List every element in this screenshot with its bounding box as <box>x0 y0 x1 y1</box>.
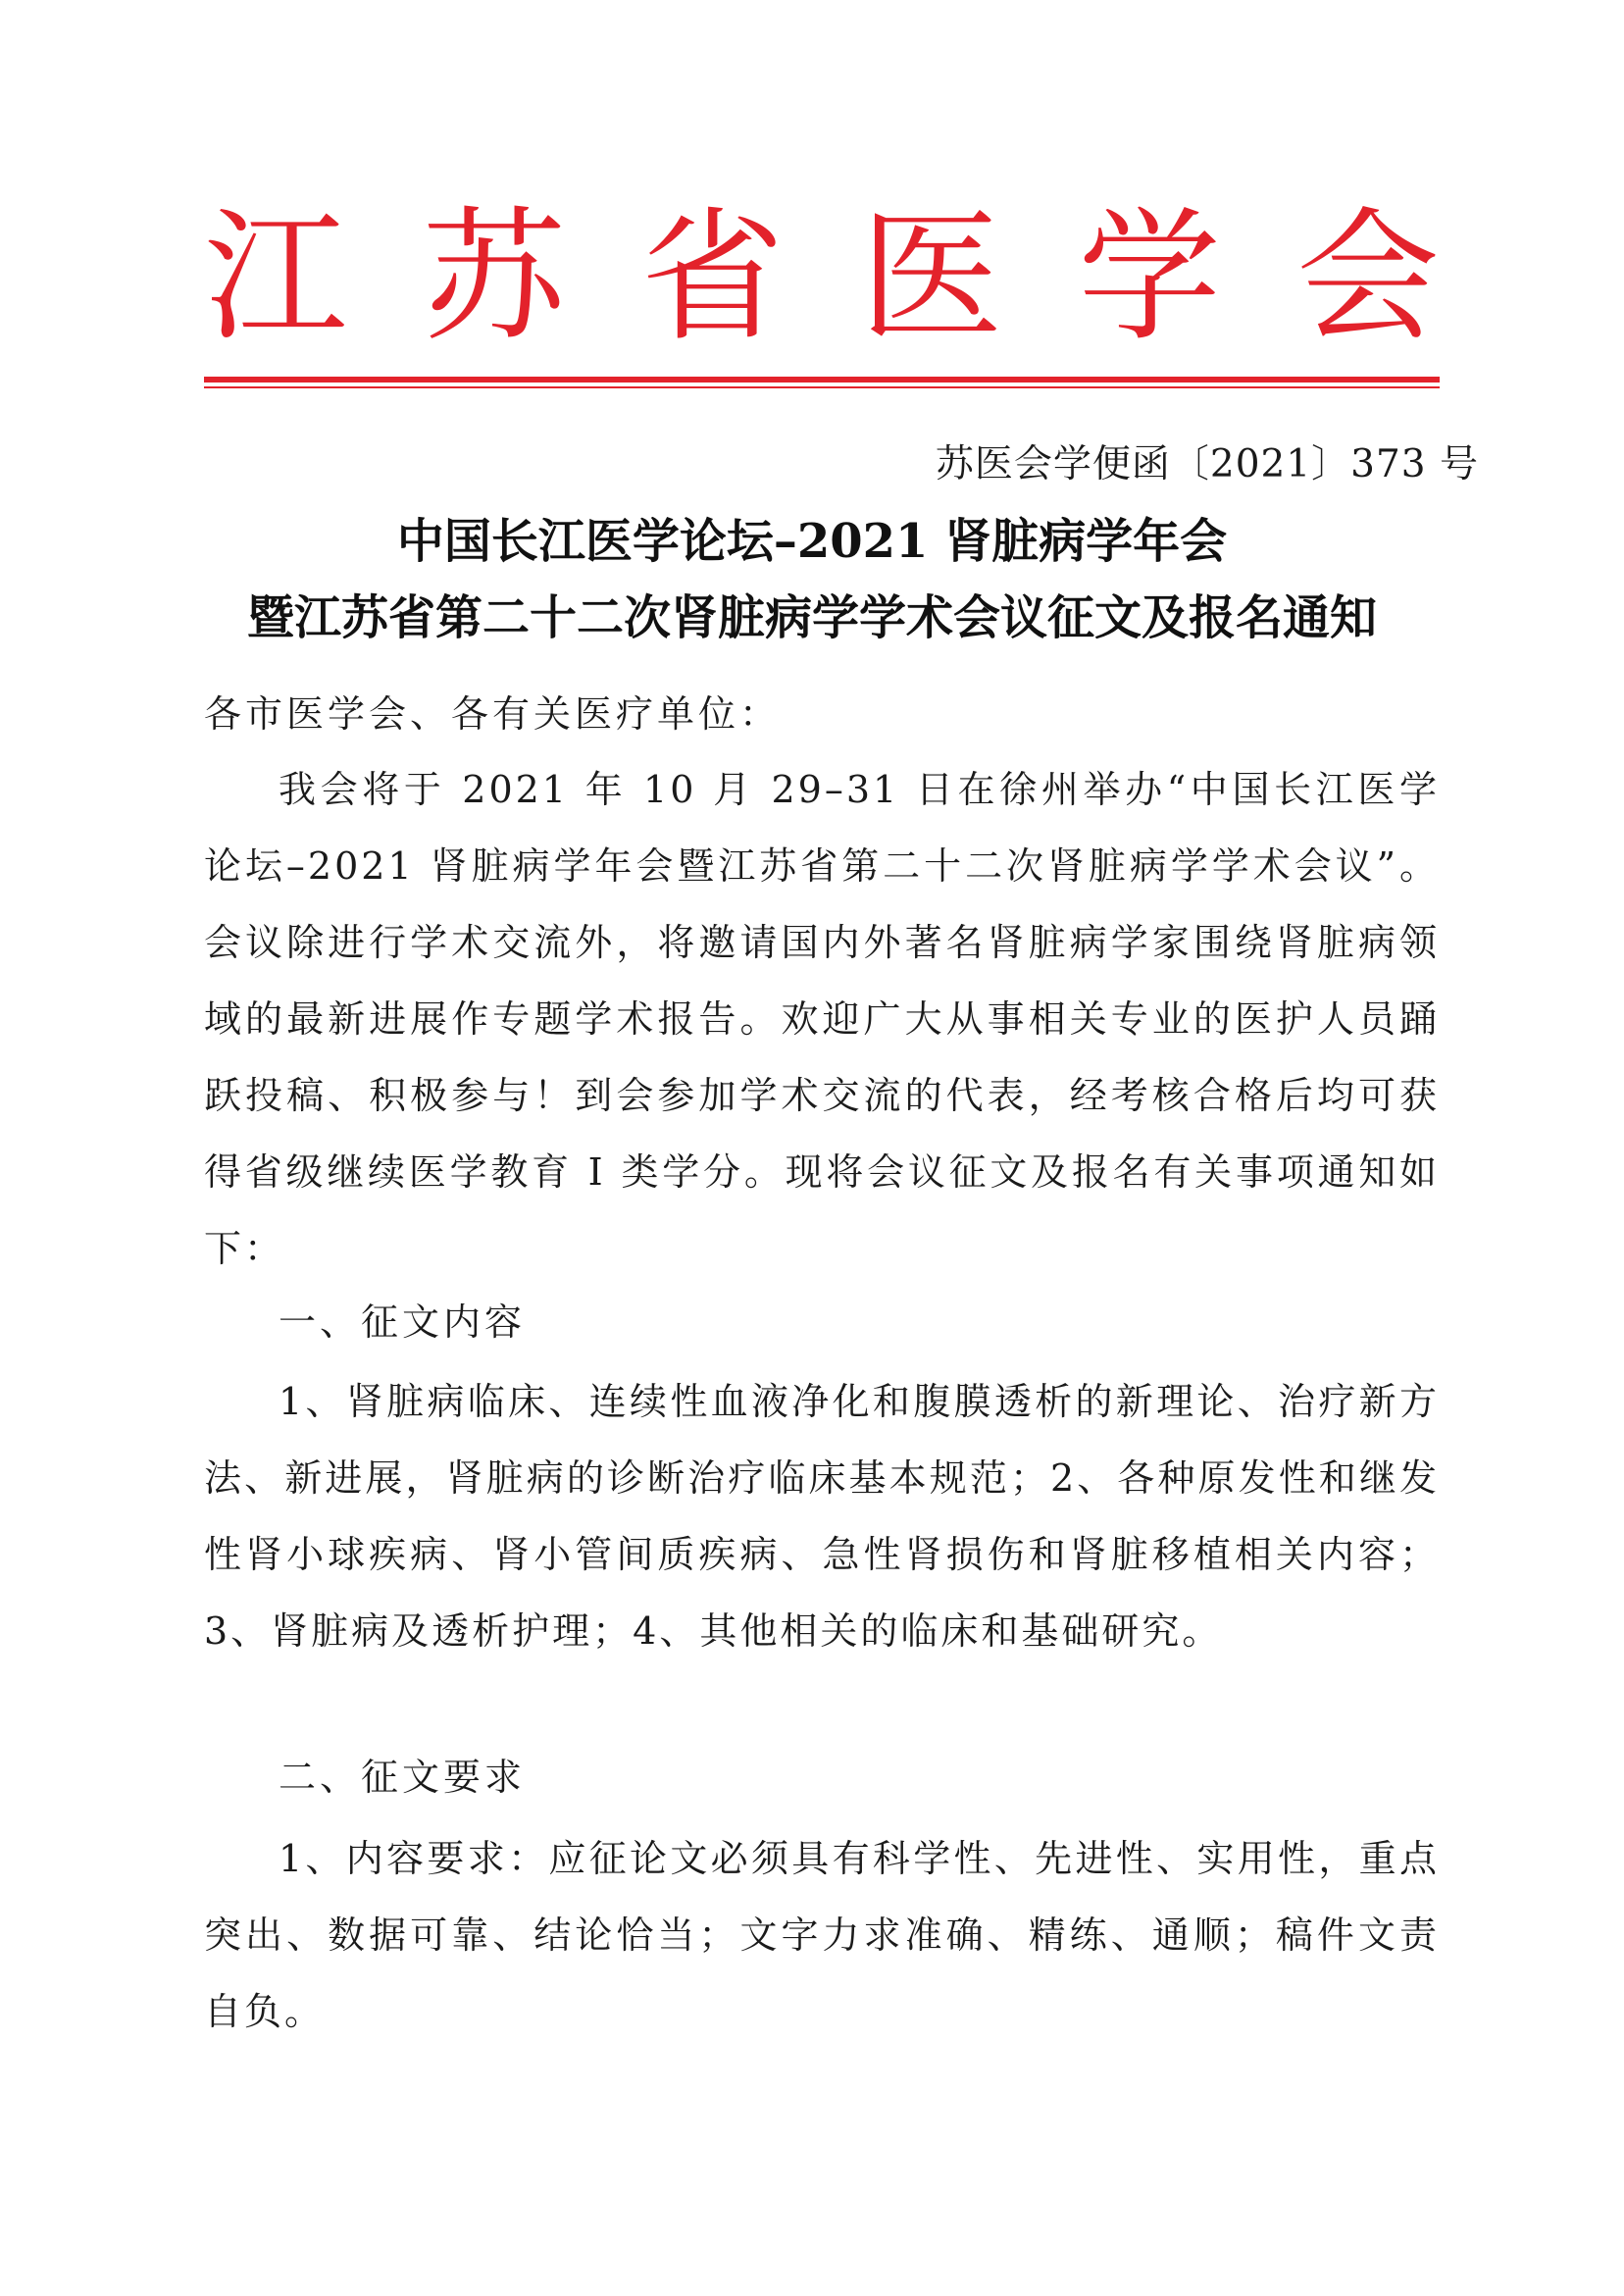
letterhead-char: 会 <box>1295 194 1440 361</box>
letterhead-char: 医 <box>859 194 1003 361</box>
document-title-line-2: 暨江苏省第二十二次肾脏病学学术会议征文及报名通知 <box>246 590 1377 645</box>
letterhead-char: 苏 <box>422 194 566 361</box>
letterhead <box>204 194 1440 361</box>
section-requirements-paragraph: 1、内容要求：应征论文必须具有科学性、先进性、实用性，重点突出、数据可靠、结论恰当；文字力求准确、精练、通顺；稿件文责自负。 <box>204 1837 1440 2033</box>
letterhead-divider-thick <box>204 377 1440 383</box>
letterhead-char: 江 <box>204 194 347 361</box>
letterhead-char: 学 <box>1078 194 1222 361</box>
section-heading-content: 一、征文内容 <box>279 1301 527 1344</box>
section-heading-requirements: 二、征文要求 <box>279 1756 527 1799</box>
intro-paragraph: 我会将于 2021 年 10 月 29–31 日在徐州举办“中国长江医学论坛–2021 肾脏病学年会暨江苏省第二十二次肾脏病学学术会议”。会议除进行学术交流外，将邀请国内外著名肾脏病学家围绕肾脏病领域的最新进展作专题学术报告。欢迎广大从事相关专业的医护人员踊跃投稿、积极参与！到会参加学术交流的代表，经考核合格后均可获得省级继续医学教育 I 类学分。现将会议征文及报名有关事项通知如下： <box>204 768 1440 1270</box>
section-content-paragraph: 1、肾脏病临床、连续性血液净化和腹膜透析的新理论、治疗新方法、新进展，肾脏病的诊断治疗临床基本规范；2、各种原发性和继发性肾小球疾病、肾小管间质疾病、急性肾损伤和肾脏移植相关内容；3、肾脏病及透析护理；4、其他相关的临床和基础研究。 <box>204 1380 1440 1653</box>
salutation: 各市医学会、各有关医疗单位： <box>204 692 782 736</box>
document-title-line-1: 中国长江医学论坛–2021 肾脏病学年会 <box>396 514 1228 569</box>
letterhead-divider-thin <box>204 386 1440 388</box>
letterhead-char: 省 <box>640 194 785 361</box>
document-number: 苏医会学便函〔2021〕373 号 <box>935 442 1479 486</box>
